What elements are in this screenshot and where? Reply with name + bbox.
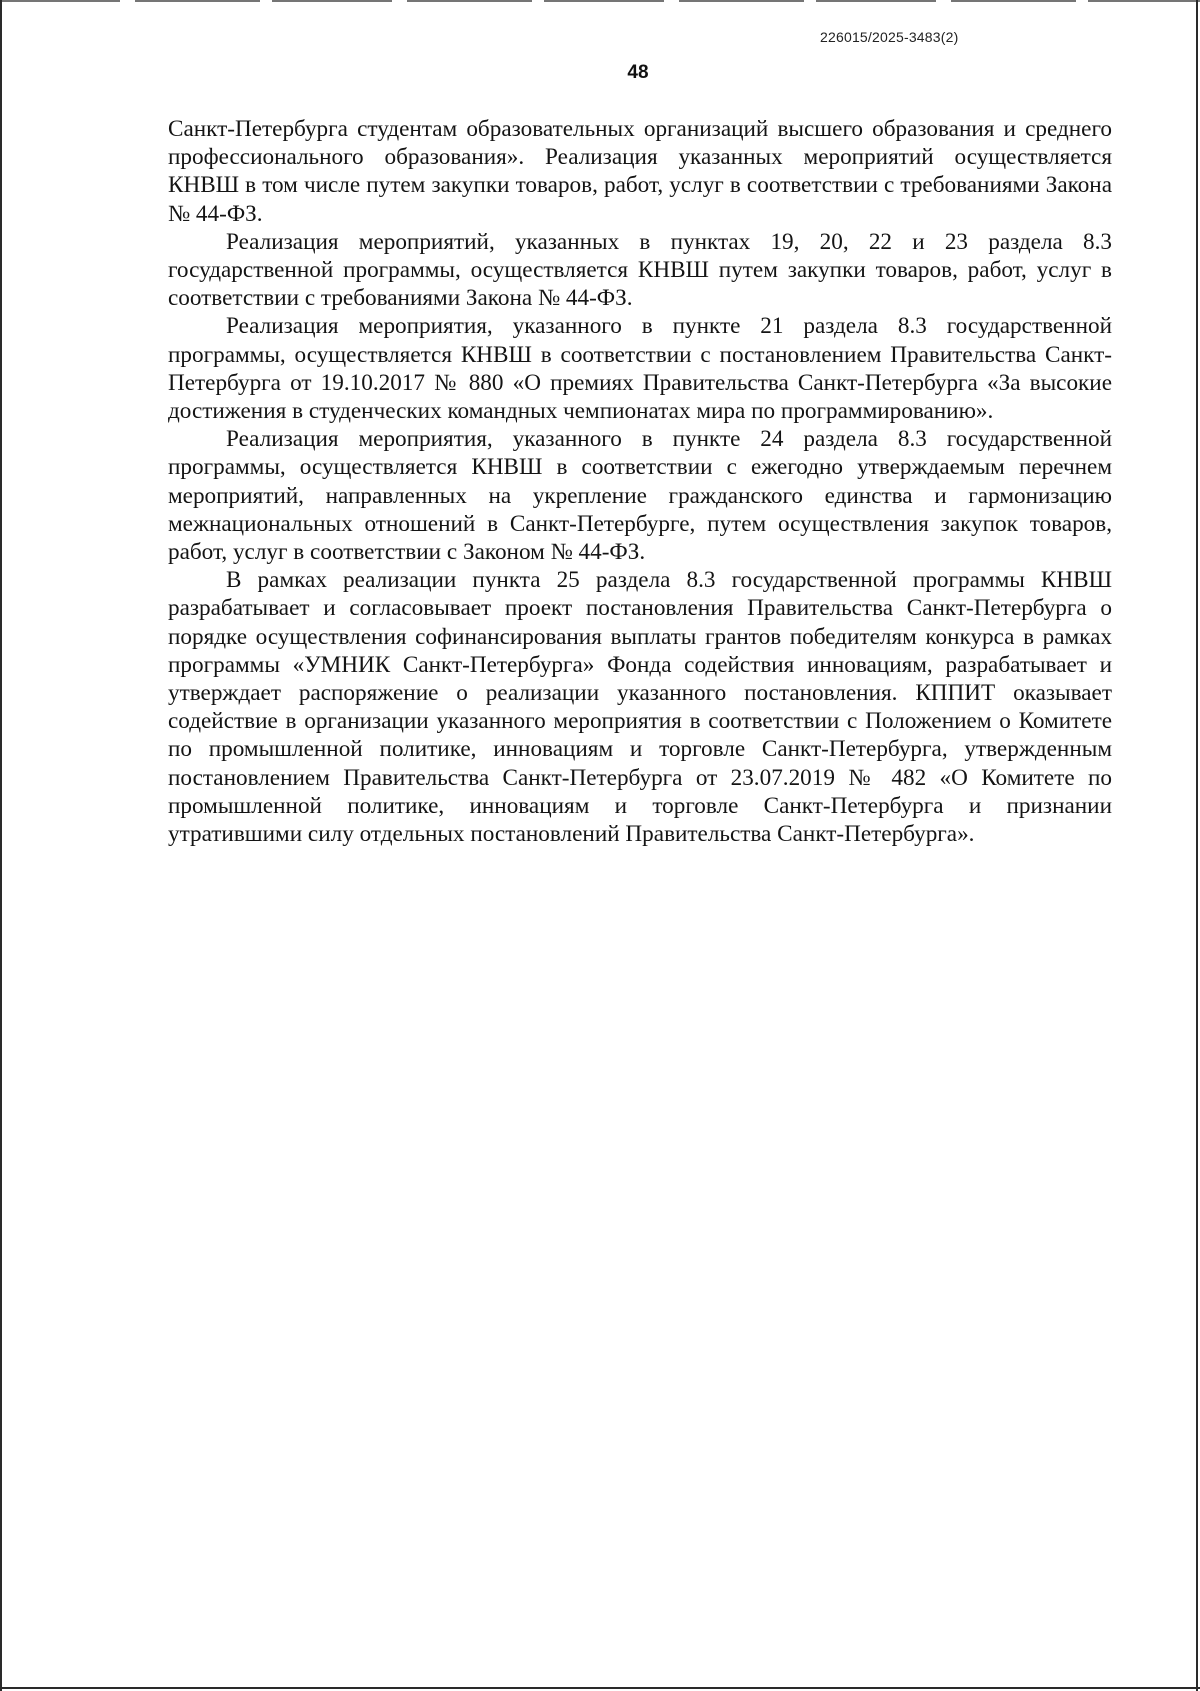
paragraph-continuation: Санкт-Петербурга студентам образовательных организаций высшего образования и среднего профессионального образования». Реализация указанных мероприятий осуществляется КНВШ в том числе путем закупки товаров, работ, услуг в соответствии с требованиями Закона № 44-ФЗ. xyxy=(168,116,1112,227)
paragraph-items-19-23: Реализация мероприятий, указанных в пунктах 19, 20, 22 и 23 раздела 8.3 государственной программы, осуществляется КНВШ путем закупки товаров, работ, услуг в соответствии с требованиями Закона № 44-ФЗ. xyxy=(168,228,1112,312)
scan-edge-bottom xyxy=(0,1687,1200,1689)
scan-edge-left xyxy=(0,0,2,1691)
page-number: 48 xyxy=(627,62,649,83)
paragraph-item-21: Реализация мероприятия, указанного в пункте 21 раздела 8.3 государственной программы, осуществляется КНВШ в соответствии с постановлением Правительства Санкт-Петербурга от 19.10.2017 № 880 «О премиях Правительства Санкт-Петербурга «За высокие достижения в студенческих командных чемпионатах мира по программированию». xyxy=(168,313,1112,425)
document-body xyxy=(168,115,1112,848)
scan-edge-top xyxy=(0,0,1200,2)
paragraph-item-25: В рамках реализации пункта 25 раздела 8.3 государственной программы КНВШ разрабатывает и согласовывает проект постановления Правительства Санкт-Петербурга о порядке осуществления софинансирования выплаты грантов победителям конкурса в рамках программы «УМНИК Санкт-Петербурга» Фонда содействия инновациям, разрабатывает и утверждает распоряжение о реализации указанного постановления. КППИТ оказывает содействие в организации указанного мероприятия в соответствии с Положением о Комитете по промышленной политике, инновациям и торговле Санкт-Петербурга, утвержденным постановлением Правительства Санкт-Петербурга от 23.07.2019 № 482 «О Комитете по промышленной политике, инновациям и торговле Санкт-Петербурга и признании утратившими силу отдельных постановлений Правительства Санкт-Петербурга». xyxy=(168,567,1112,848)
paragraph-item-24: Реализация мероприятия, указанного в пункте 24 раздела 8.3 государственной программы, осуществляется КНВШ в соответствии с ежегодно утверждаемым перечнем мероприятий, направленных на укрепление гражданского единства и гармонизацию межнациональных отношений в Санкт-Петербурге, путем осуществления закупок товаров, работ, услуг в соответствии с Законом № 44-ФЗ. xyxy=(168,426,1112,566)
scan-edge-right xyxy=(1196,0,1198,1691)
document-registration-number: 226015/2025-3483(2) xyxy=(820,29,959,45)
